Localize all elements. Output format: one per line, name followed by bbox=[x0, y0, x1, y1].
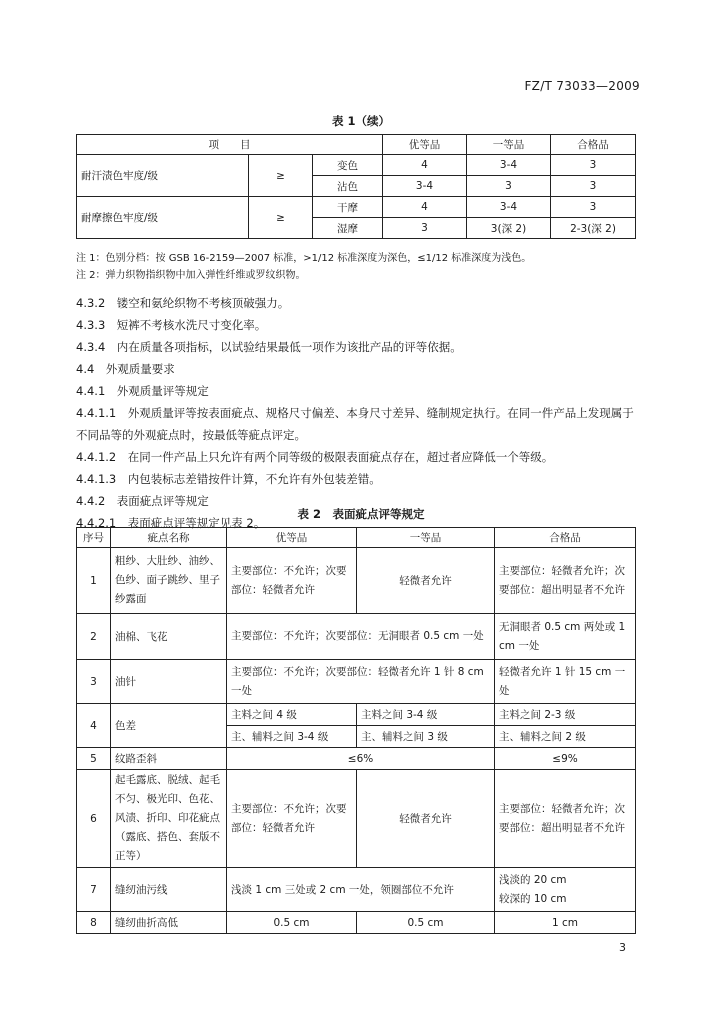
header-name: 疵点名称 bbox=[111, 528, 227, 548]
section-heading: 4.4.1 外观质量评等规定 bbox=[76, 384, 209, 398]
table-row bbox=[77, 748, 636, 770]
note: 注 2：弹力织物指织物中加入弹性纤维或罗纹织物。 bbox=[76, 270, 306, 281]
page-number: 3 bbox=[619, 941, 626, 954]
cell: 1 cm bbox=[495, 912, 636, 934]
cell: 主要部位：不允许；次要部位：无洞眼者 0.5 cm 一处 bbox=[227, 614, 495, 660]
header-g3: 合格品 bbox=[495, 528, 636, 548]
cell: 主料之间 4 级 bbox=[227, 704, 357, 726]
table-row bbox=[77, 197, 636, 218]
table1-header-g3: 合格品 bbox=[551, 135, 636, 155]
table-row bbox=[77, 704, 636, 726]
cell: 主要部位：轻微者允许；次要部位：超出明显者不允许 bbox=[495, 770, 636, 868]
row-no: 7 bbox=[77, 868, 111, 912]
table1-header-g2: 一等品 bbox=[467, 135, 551, 155]
cell: 主、辅料之间 3 级 bbox=[357, 726, 495, 748]
table-row bbox=[77, 155, 636, 176]
cell: 4 bbox=[383, 155, 467, 176]
defect-name: 粗纱、大肚纱、油纱、色纱、面子跳纱、里子纱露面 bbox=[111, 548, 227, 614]
paragraph: 4.4.1.3 内包装标志差错按件计算，不允许有外包装差错。 bbox=[76, 472, 381, 486]
paragraph: 4.3.3 短裤不考核水洗尺寸变化率。 bbox=[76, 318, 267, 332]
cell: 3-4 bbox=[383, 176, 467, 197]
table2-header-row bbox=[77, 528, 636, 548]
cell: 主料之间 2-3 级 bbox=[495, 704, 636, 726]
ge-symbol: ≥ bbox=[249, 197, 313, 239]
cell: 轻微者允许 bbox=[357, 770, 495, 868]
cell: 3-4 bbox=[467, 197, 551, 218]
cell: 3 bbox=[551, 155, 636, 176]
sub-label: 干摩 bbox=[313, 197, 383, 218]
row-name: 耐汗渍色牢度/级 bbox=[77, 155, 249, 197]
row-name: 耐摩擦色牢度/级 bbox=[77, 197, 249, 239]
paragraph: 4.4.1.1 外观质量评等按表面疵点、规格尺寸偏差、本身尺寸差异、缝制规定执行。在同一件产品上发现属于不同品等的外观疵点时，按最低等疵点评定。 bbox=[76, 406, 634, 442]
cell: 无洞眼者 0.5 cm 两处或 1 cm 一处 bbox=[495, 614, 636, 660]
cell: 主要部位：不允许；次要部位：轻微者允许 bbox=[227, 548, 357, 614]
cell: 主、辅料之间 2 级 bbox=[495, 726, 636, 748]
cell: 主料之间 3-4 级 bbox=[357, 704, 495, 726]
defect-name: 起毛露底、脱绒、起毛不匀、极光印、色花、风渍、折印、印花疵点（露底、搭色、套版不正等） bbox=[111, 770, 227, 868]
ge-symbol: ≥ bbox=[249, 155, 313, 197]
row-no: 6 bbox=[77, 770, 111, 868]
header-g2: 一等品 bbox=[357, 528, 495, 548]
defect-name: 油棉、飞花 bbox=[111, 614, 227, 660]
table-row bbox=[77, 614, 636, 660]
table-row bbox=[77, 548, 636, 614]
row-no: 5 bbox=[77, 748, 111, 770]
cell: 3(深 2) bbox=[467, 218, 551, 239]
paragraph: 4.3.4 内在质量各项指标，以试验结果最低一项作为该批产品的评等依据。 bbox=[76, 340, 462, 354]
paragraph: 4.3.2 镂空和氨纶织物不考核顶破强力。 bbox=[76, 296, 290, 310]
defect-name: 缝纫油污线 bbox=[111, 868, 227, 912]
table-row bbox=[77, 660, 636, 704]
header-g1: 优等品 bbox=[227, 528, 357, 548]
defect-name: 纹路歪斜 bbox=[111, 748, 227, 770]
note: 注 1：色别分档：按 GSB 16-2159—2007 标准，>1/12 标准深度为深色，≤1/12 标准深度为浅色。 bbox=[76, 253, 532, 264]
cell: 0.5 cm bbox=[227, 912, 357, 934]
table-row bbox=[77, 912, 636, 934]
table1-header-item: 项 目 bbox=[77, 135, 383, 155]
standard-number: FZ/T 73033—2009 bbox=[524, 79, 640, 93]
section-heading: 4.4.2 表面疵点评等规定 bbox=[76, 494, 209, 508]
table2 bbox=[76, 527, 636, 934]
table1-notes bbox=[76, 250, 636, 284]
cell: 主要部位：不允许；次要部位：轻微者允许 bbox=[227, 770, 357, 868]
row-no: 3 bbox=[77, 660, 111, 704]
table-row bbox=[77, 770, 636, 868]
sub-label: 湿摩 bbox=[313, 218, 383, 239]
table1-header-g1: 优等品 bbox=[383, 135, 467, 155]
cell: 轻微者允许 bbox=[357, 548, 495, 614]
header-no: 序号 bbox=[77, 528, 111, 548]
cell: ≤9% bbox=[495, 748, 636, 770]
defect-name: 油针 bbox=[111, 660, 227, 704]
row-no: 4 bbox=[77, 704, 111, 748]
cell: 主要部位：不允许；次要部位：轻微者允许 1 针 8 cm 一处 bbox=[227, 660, 495, 704]
cell: 0.5 cm bbox=[357, 912, 495, 934]
cell: 3-4 bbox=[467, 155, 551, 176]
cell: 3 bbox=[551, 197, 636, 218]
table1-caption: 表 1（续） bbox=[331, 114, 390, 128]
cell: 4 bbox=[383, 197, 467, 218]
cell: 3 bbox=[551, 176, 636, 197]
cell: 浅淡 1 cm 三处或 2 cm 一处，领圈部位不允许 bbox=[227, 868, 495, 912]
row-no: 8 bbox=[77, 912, 111, 934]
cell: 3 bbox=[383, 218, 467, 239]
cell: 3 bbox=[467, 176, 551, 197]
table-row bbox=[77, 868, 636, 912]
body-text bbox=[76, 292, 636, 534]
cell: 浅淡的 20 cm 较深的 10 cm bbox=[495, 868, 636, 912]
paragraph: 4.4.2.1 表面疵点评等规定见表 2。 bbox=[76, 516, 266, 530]
table1-header-row bbox=[77, 135, 636, 155]
paragraph: 4.4.1.2 在同一件产品上只允许有两个同等级的极限表面疵点存在，超过者应降低一个等级。 bbox=[76, 450, 554, 464]
defect-name: 缝纫曲折高低 bbox=[111, 912, 227, 934]
cell: ≤6% bbox=[227, 748, 495, 770]
cell: 主、辅料之间 3-4 级 bbox=[227, 726, 357, 748]
cell: 轻微者允许 1 针 15 cm 一处 bbox=[495, 660, 636, 704]
cell: 2-3(深 2) bbox=[551, 218, 636, 239]
table1 bbox=[76, 134, 636, 239]
sub-label: 沾色 bbox=[313, 176, 383, 197]
section-heading: 4.4 外观质量要求 bbox=[76, 362, 175, 376]
row-no: 1 bbox=[77, 548, 111, 614]
table2-caption: 表 2 表面疵点评等规定 bbox=[297, 507, 425, 521]
sub-label: 变色 bbox=[313, 155, 383, 176]
cell: 主要部位：轻微者允许；次要部位：超出明显者不允许 bbox=[495, 548, 636, 614]
row-no: 2 bbox=[77, 614, 111, 660]
defect-name: 色差 bbox=[111, 704, 227, 748]
